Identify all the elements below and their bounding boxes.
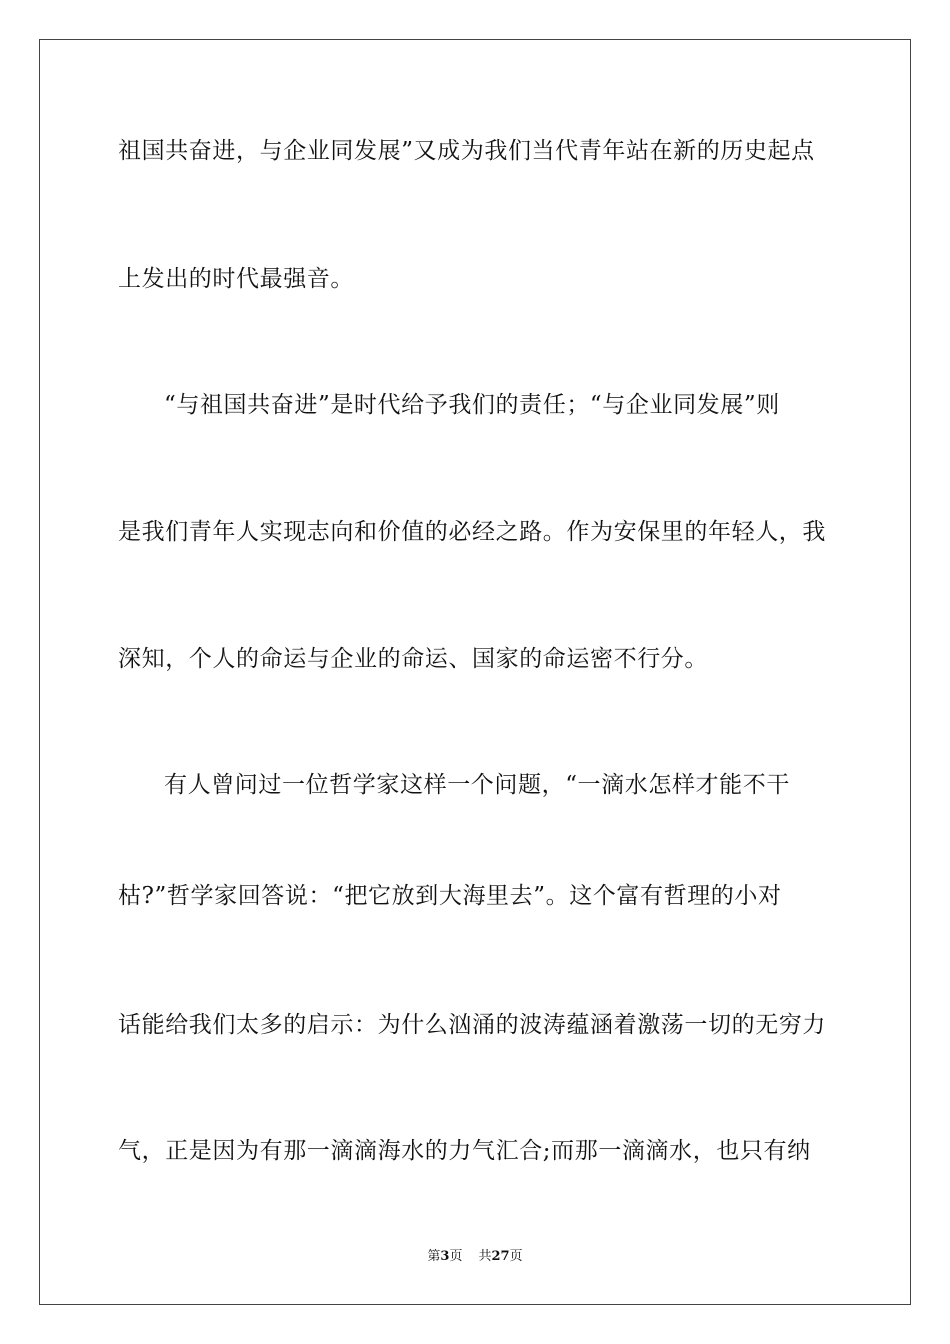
total-prefix: 共 <box>478 1249 492 1264</box>
page-prefix: 第 <box>427 1249 441 1264</box>
page-footer <box>0 1248 950 1266</box>
text-line-3: “与祖国共奋进”是时代给予我们的责任；“与企业同发展”则 <box>164 392 780 418</box>
text-line-2: 上发出的时代最强音。 <box>118 266 354 292</box>
page-number: 3 <box>440 1249 450 1264</box>
text-line-1: 祖国共奋进，与企业同发展”又成为我们当代青年站在新的历史起点 <box>118 138 815 164</box>
text-line-5: 深知，个人的命运与企业的命运、国家的命运密不行分。 <box>118 646 708 672</box>
total-pages: 27 <box>491 1249 510 1264</box>
total-suffix: 页 <box>509 1249 523 1264</box>
text-line-8: 话能给我们太多的启示：为什么汹涌的波涛蕴涵着激荡一切的无穷力 <box>118 1012 826 1038</box>
text-line-7: 枯?”哲学家回答说：“把它放到大海里去”。这个富有哲理的小对 <box>118 883 782 909</box>
text-line-6: 有人曾问过一位哲学家这样一个问题，“一滴水怎样才能不干 <box>164 772 790 798</box>
text-line-4: 是我们青年人实现志向和价值的必经之路。作为安保里的年轻人，我 <box>118 519 826 545</box>
page-suffix: 页 <box>449 1249 463 1264</box>
text-line-9: 气，正是因为有那一滴滴海水的力气汇合;而那一滴滴水，也只有纳 <box>118 1138 811 1164</box>
